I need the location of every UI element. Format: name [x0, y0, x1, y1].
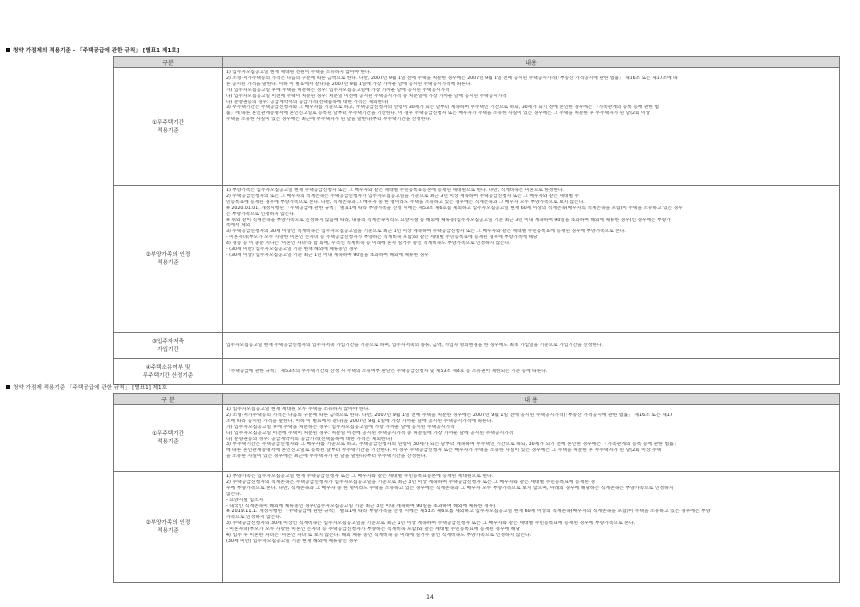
row-label: ④주택소유여부 및 무주택기간 산정기준 [114, 359, 223, 385]
table-row [114, 186, 840, 333]
content-line: - (30세 미만) 입주자모집공고일 기준 현재 해외에 체류중인 경우 [226, 247, 358, 253]
content-line: 다) 분양권등의 경우: 공급계약서의 공급가격(선택품목에 대한 가격은 제외한다) [226, 99, 389, 105]
content-line: 3) 주택공급신청자의 30세 이상인 직계비속은 입주자모집공고일을 기준으로 최근 1년 이상 계속하여 주택공급신청자 또는 그 배우자와 같은 세대별 주민등록표에 등재된 경우에 부양가족으로 본다. [226, 229, 626, 235]
content-line: 2) 소형·저가주택등의 가격은 다음의 구분에 따른 금액으로 한다. 다만, 2007년 9월 1일 전에 주택을 처분한 경우에는 2007년 9월 1일 전에 공시된 주택공시가격(「부동산 가격공시에 관한 법률」 제16조 또는 제17조에 따 [226, 75, 678, 81]
header-category: 구 분 [114, 394, 223, 405]
content-line: 는 부양가족으로 인정하지 않는다. [226, 211, 296, 217]
content-line: 않는다. [226, 491, 242, 497]
content-line: 1) 부양가족은 입주자모집공고일 현재 주택공급신청자 또는 그 배우자와 같은 세대별 주민등록표등본에 등재된 세대원으로 한다. [226, 474, 494, 479]
content-line: ※ 2020.01.01. 개정시행된 「주택공급에 관한 규칙」 별표1에 따라 부양가족을 산정 시에는 제53조 제6호를 제외하고 입주자모집공고일 현재 60세 이상의 직계존속(배우자의 직계존속을 포함)이 주택을 소유하고 있는 경우 [226, 205, 683, 211]
content-line: 우에 부양가족으로 본다. 다만, 직계존속과 그 배우자 중 한 명이라도 주택을 소유하고 있는 경우에는 직계존속과 그 배우자 모두 부양가족으로 보지 않으며, 아래의 경우에 해당하는 직계존속은 부양가족으로 인정하지 [226, 485, 674, 491]
content-line: 나) 입주자모집공고일 이전에 주택이 처분된 경우: 처분일 이전에 공시된 주택공시가격 중 처분일에 가장 가까운 날에 공시된 주택공시가격 [226, 430, 514, 436]
row-content [223, 472, 840, 583]
content-line: 1) 입주자모집공고일 현재 세대원 모두 주택을 소유하지 않아야 한다. [226, 407, 370, 412]
bullet-square-icon [6, 385, 10, 389]
content-line: 률」에 따른 혼인관계증명서에 혼인신고일로 등록된 날부터 무주택기간을 기산한다. 이 경우 주택공급신청자 또는 배우자가 주택을 소유한 사실이 있는 경우에는 그 주택을 처분한 후 무주택자가 된 날(2회 이상 [226, 111, 651, 117]
content-line: - 미혼자녀(부모가 모두 사망한 미혼인 손자녀 등 주택공급신청자가 부양하는 직계비속 포함)와 같은 세대별 주민등록표에 등재된 경우에 해당 [226, 527, 521, 533]
content-line: 2) 주택공급신청자의 또는 그 배우자의 직계존속은 주택공급신청자가 입주자모집공고일을 기준으로 최근 3년 이상 계속하여 주택공급신청자 또는 그 배우자와 같은 세대별 주 [226, 193, 580, 199]
content-line: 른 공시된 가격을 말한다. 이하 이 별표에서 같다)을 2007년 9월 1일에 가장 가까운 날에 공시된 주택공시가격에 따른다. [226, 81, 472, 87]
header-category: 구분 [114, 57, 223, 68]
section-title-text: 청약 가점제의 적용기준 - 「주택공급에 관한 규칙」 [별표1 제1호] [13, 48, 180, 54]
content-line: 2) 주택공급신청자의 직계존속은 주택공급신청자가 입주자모집공고일을 기준으로 최근 3년 이상 계속하여 주택공급신청자 또는 그 배우자와 같은 세대별 주민등록표에 등재된 경 [226, 479, 596, 485]
content-line: 1) 부양가족은 입주자모집공고일 현재 주택공급신청자 또는 그 배우자와 같은 세대별 주민등록표등본에 등재된 세대원으로 한다. 다만, 직계비속은 미혼으로 한정한다. [226, 188, 564, 193]
row-label: ①무주택기간 적용기준 [114, 68, 223, 186]
table-row [114, 472, 840, 583]
row-content [223, 405, 840, 472]
content-line: ※ 위와 같이 직계존속을 부양가족으로 인정하지 않음에 따라, 내용의 직계존속이라도 요양시설 등 해외에 체류중(입주자모집공고일 기준 최근 3년 이내 계속하여 90일을 초과하여 해외에 체류한 경우)인 경우에는 부양가 [226, 217, 671, 223]
content-line: 을 소유한 사실이 있는 경우에는 최근에 무주택자가 된 날을 말한다)부터 무주택기간을 산정한다. [226, 454, 427, 460]
content-line: - 미혼자녀(부모가 모두 사망한 미혼인 손자녀 등 주택공급신청자가 부양하는 직계비속 포함)와 같은 세대별 주민등록표에 등재된 경우에 부양가족에 해당 [226, 235, 538, 241]
content-line: - (30세 이상) 입주자모집공고일 기준 최근 1년 이내 계속하여 90일을 초과하여 해외에 체류한 경우 [226, 252, 429, 258]
criteria-table-2 [113, 393, 840, 583]
content-line: 3) 무주택기간은 주택공급신청자와 그 배우자를 기준으로 하고, 주택공급신청자의 연령이 30세가 되는 날부터 계속하여 무주택인 기간으로 하되, 30세가 되기 전에 혼인한 경우에는 「가족관계의 등록 등에 관한 법 [226, 105, 659, 111]
table-row [114, 68, 840, 186]
row-label: ②부양가족의 인정 적용기준 [114, 472, 223, 583]
bullet-square-icon [6, 48, 10, 52]
section-title-1 [6, 46, 179, 54]
content-line: 가족으로 인정하지 않는다. [226, 515, 282, 521]
content-line: (30세 미만) 입주자모집공고일 기준 현재 해외에 체류중인 경우 [226, 538, 358, 544]
header-content: 내용 [223, 57, 840, 68]
table-row [114, 359, 840, 385]
content-line: 4) 입주 후 이혼한 자녀는 '미혼인 자녀'로 보지 않는다. 해외 체류 중인 직계비속 등 이래에 실거주 중인 직계비속도 부양가족으로 인정하지 않는다. [226, 533, 532, 539]
content-line: ※ 2019.11.1. 개정시행된 「주택공급에 관한 규칙」 별표1에 따라 부양가족을 산정 시에는 제53조 제6호를 제외하고 입주자모집공고일 현재 60세 이상의 직계존속(배우자의 직계존속을 포함)이 주택을 소유하고 있는 경우에는 부양 [226, 509, 711, 515]
table-row [114, 333, 840, 359]
content-line: 민등록표에 등재된 경우에 부양가족으로 본다. 다만, 직계존속과 그 배우자 중 한 명이라도 주택을 소유하고 있는 경우에는 직계존속과 그 배우자 모두 부양가족으로 보지 않는다. [226, 199, 585, 205]
content-line: 4) 경증 등 이 충분 지나는 '미혼인 자녀'라 함 외에, 우측인 직계비속 등 이래에 혼자 실거주 중인 직계비속도 부양가족으로 인정하지 않는다. [226, 241, 511, 247]
content-line: 1) 입주자모집공고일 현재 세대원 전원이 주택을 소유하지 않아야 한다. [226, 70, 372, 75]
content-line: - 요양시설 입소자 [226, 497, 264, 503]
row-content [223, 333, 840, 359]
row-label: ①무주택기간 적용기준 [114, 405, 223, 472]
content-line: 족에서 제외 [226, 223, 251, 229]
table-row [114, 405, 840, 472]
criteria-table-1 [113, 56, 840, 385]
content-line: 에 따른 혼인관계증명서에 혼인신고일로 등록된 날부터 무주택기간을 기산한다. 이 경우 주택공급신청자 또는 배우자가 주택을 소유한 사실이 있는 경우에는 그 주택을 처분한 후 무주택자가 된 날(2회 이상 주택 [226, 448, 662, 454]
content-line: 다) 분양권등의 경우: 공급계약서의 공급가격(선택품목에 대한 가격은 제외한다) [226, 436, 393, 442]
row-content [223, 68, 840, 186]
row-content [223, 186, 840, 333]
content-line: 가) 입주자모집공고일 후에 주택을 처분하는 경우: 입주자모집공고일에 가장 가까운 날에 공시된 주택공시가격 [226, 424, 455, 430]
content-line: 주택을 소유한 사실이 있는 경우에는 최근에 무주택자가 된 날을 말한다)부터 무주택기간을 산정한다. [226, 117, 432, 123]
content-line: 3) 주택공급신청자의 30세 이상인 직계비속은 입주자모집공고일을 기준으로 최근 1년 이상 계속하여 주택공급신청자 또는 그 배우자와 같은 세대별 주민등록표에 등재된 경우에 부양가족으로 본다. [226, 521, 636, 527]
page-number: 14 [426, 594, 434, 601]
content-line: 가) 입주자모집공고일 후에 주택을 처분하는 경우: 입주자모집공고일에 가장 가까운 날에 공시된 주택공시가격 [226, 87, 450, 93]
header-content: 내 용 [223, 394, 840, 405]
row-label: ②부양가족의 인정 적용기준 [114, 186, 223, 333]
content-line: 입주자모집공고일 현재 주택공급신청자의 입주자저축 가입기간을 기준으로 하며, 입주자저축의 종류, 금액, 가입자 명의변경을 한 경우에도 최초 가입일을 기준으로 가입기간을 산정한다. [226, 342, 603, 348]
content-line: 「주택공급에 관한 규칙」 제53조의 무주택기간의 산정 시 주택의 소유여부 판단은 주택공급신청자 및 제53조 제4호 등 소유권이 제한되는 기준 등에 따른다. [226, 368, 548, 374]
content-line: 조에 따라 공시된 가격을 말한다. 이하 이 별표에서 같다)을 2007년 9월 1일에 가장 가까운 날에 공시된 주택공시가격에 따른다. [226, 418, 493, 424]
content-line: 3) 무주택기간은 주택공급신청자와 그 배우자를 기준으로 하고, 주택공급신청자의 연령이 30세가 되는 날부터 계속하여 무주택인 기간으로 하되, 30세가 되기 전에 혼인한 경우에는 「가족관계의 등록 등에 관한 법률」 [226, 442, 679, 448]
content-line: 2) 소형·저가주택등의 가격은 다음의 구분에 따른 금액으로 한다. 다만, 2007년 9월 1일 전에 주택을 처분한 경우에는 2007년 9월 1일 전에 공시된 주택공시가격(「부동산 가격공시에 관한 법률」 제16조 또는 제17 [226, 412, 673, 418]
section-title-2 [6, 383, 167, 391]
content-line: - 내국인 직계존속이 해외에 체류중인 경우(입주자모집공고일 기준 최근 3년 이내 계속하여 90일을 초과하여 해외에 체류한 경우) [226, 503, 496, 509]
content-line: 나) 입주자모집공고일 이전에 주택이 처분된 경우: 처분일 이전에 공시된 주택공시가격 중 처분일에 가장 가까운 날에 공시된 주택공시가격 [226, 93, 507, 99]
row-label: ③입주자저축 가입기간 [114, 333, 223, 359]
row-content [223, 359, 840, 385]
section-title-text: 청약 가점제 적용기준 「주택공급에 관한 규칙」 [별표1] 제1호 [13, 385, 167, 391]
